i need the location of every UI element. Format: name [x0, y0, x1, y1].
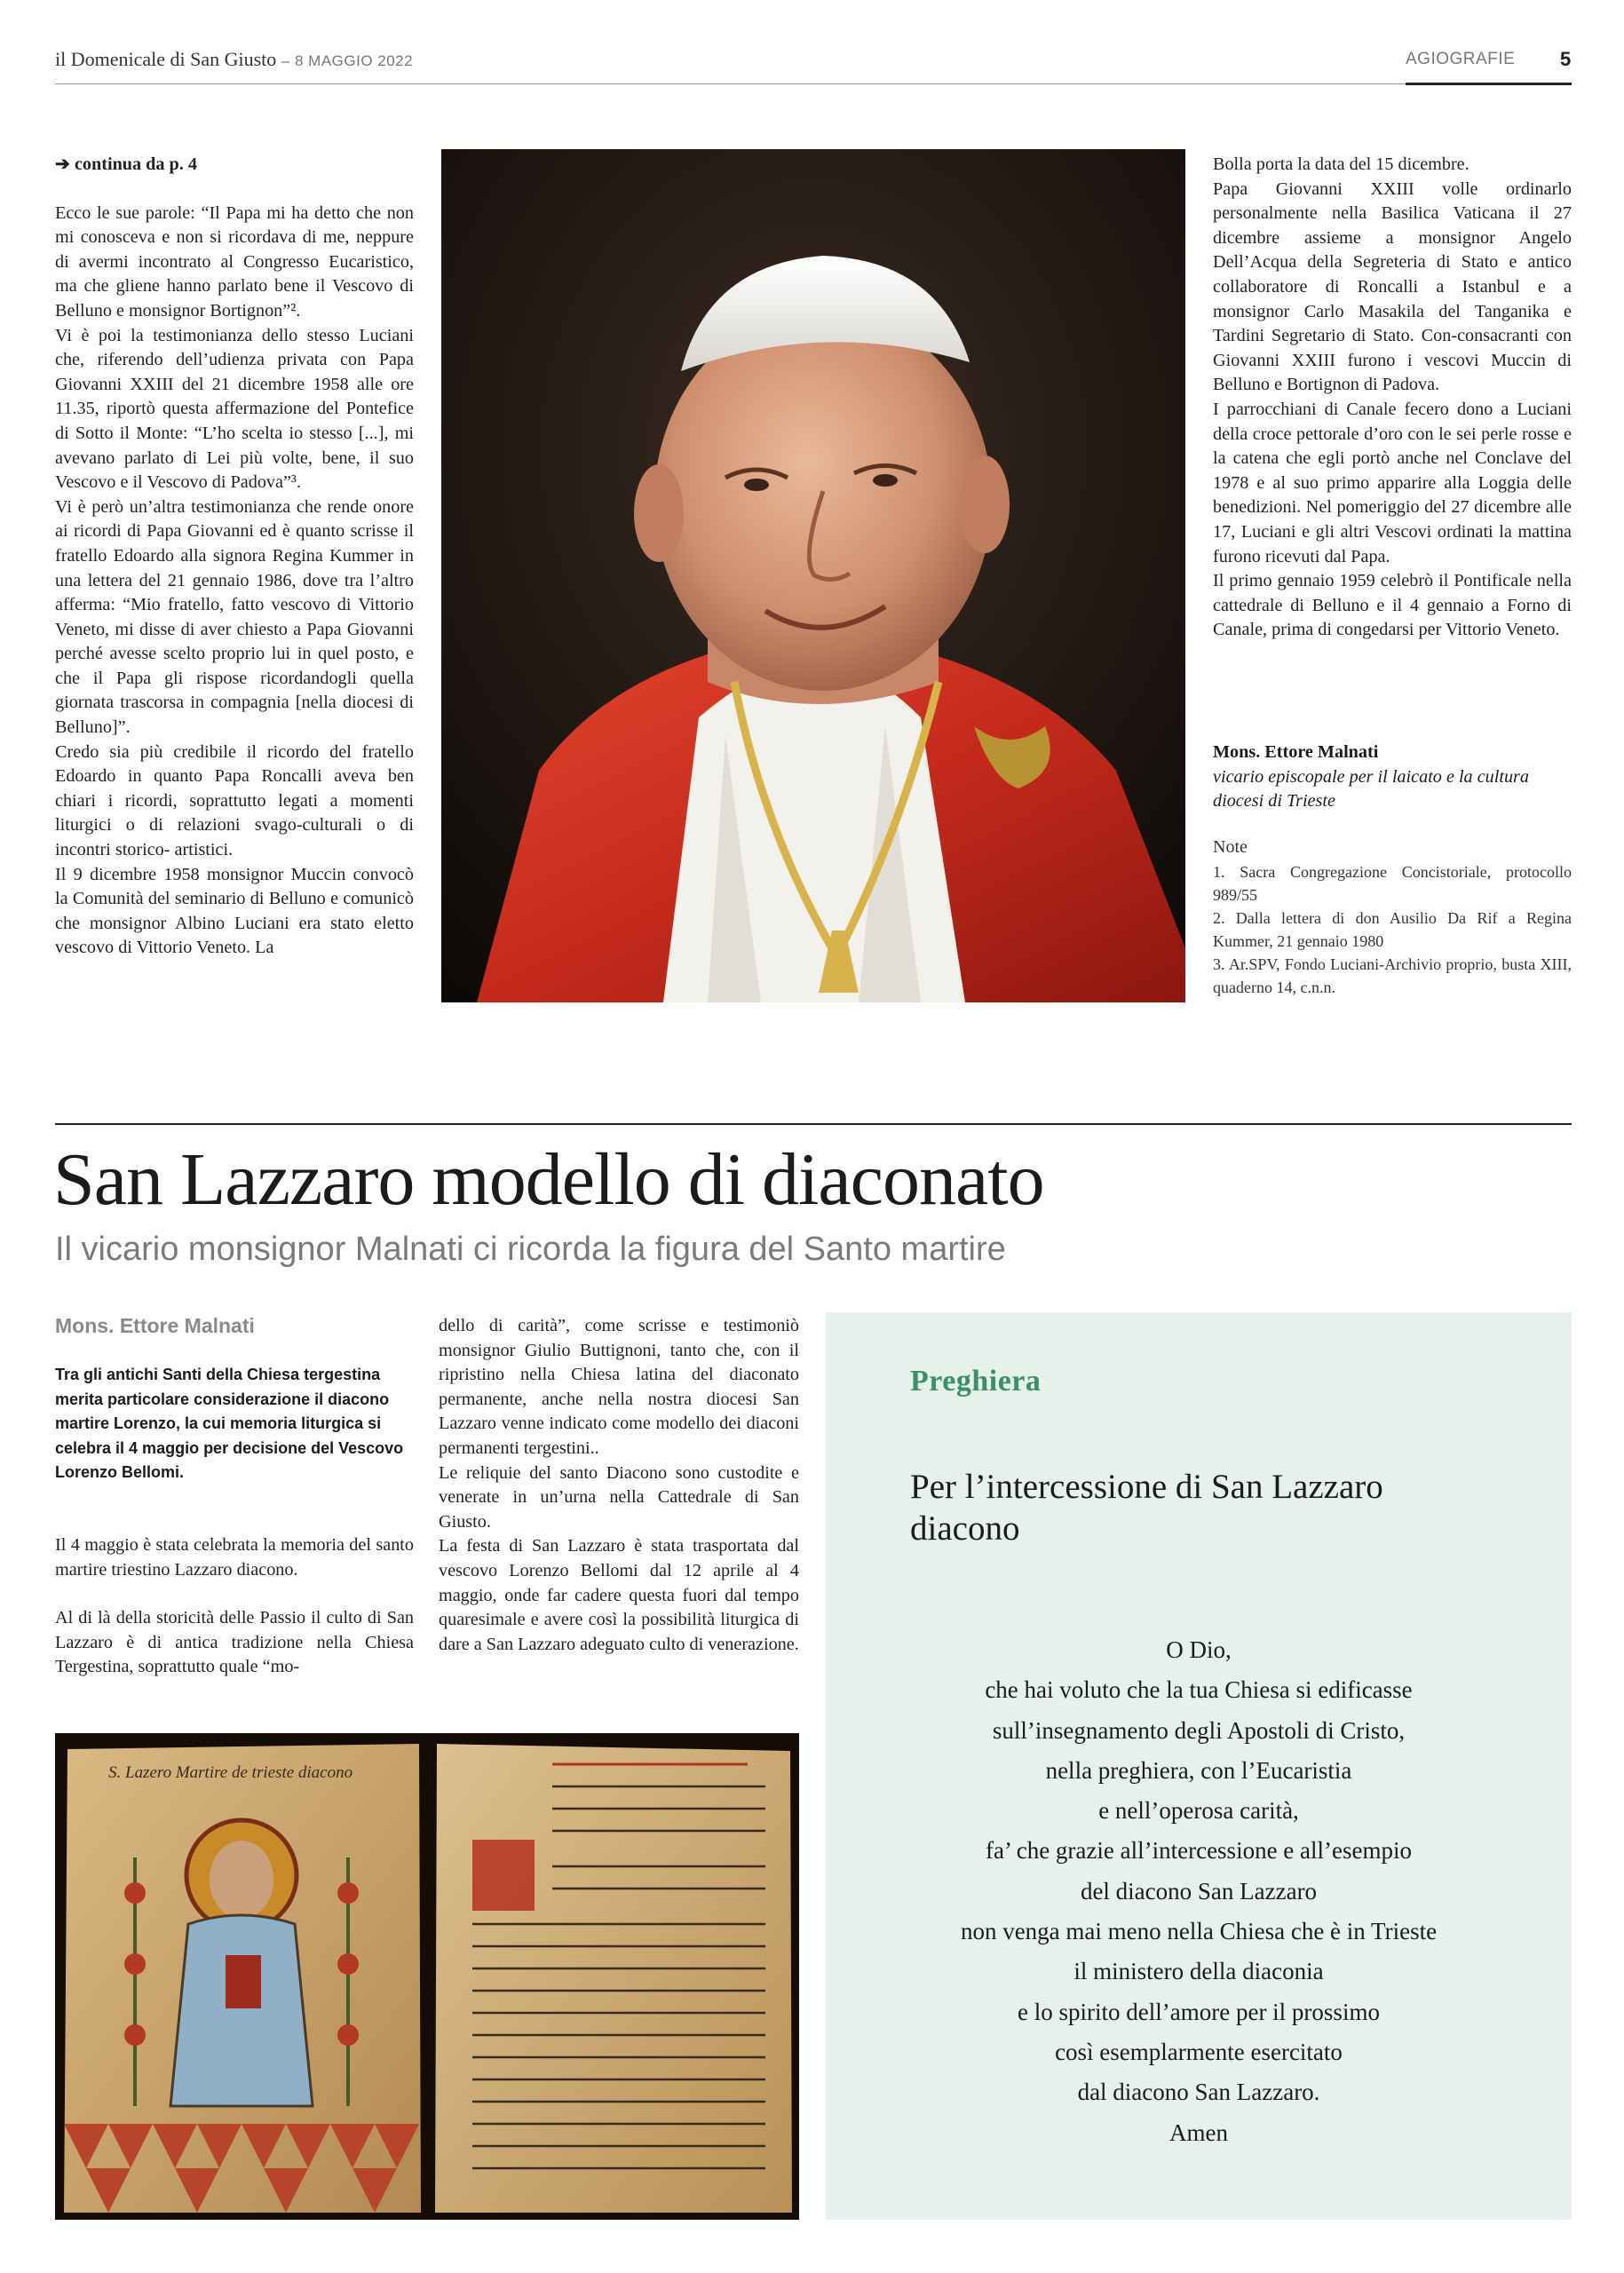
prayer-line: dal diacono San Lazzaro.	[1077, 2079, 1320, 2106]
article-divider	[55, 1123, 1572, 1125]
prayer-line: sull’insegnamento degli Apostoli di Cristo,	[992, 1716, 1406, 1744]
manuscript-illustration	[55, 1733, 799, 2220]
manuscript-photo	[55, 1733, 799, 2220]
pope-portrait-photo	[441, 149, 1185, 1002]
paragraph: La festa di San Lazzaro è stata trasportata dal vescovo Lorenzo Bellomi dal 12 aprile al 4 maggio, onde far cadere questa fuori dal tempo quaresimale e avere così la possibilità liturgica di dare a San Lazzaro adeguato culto di venerazione.	[439, 1536, 799, 1654]
footnotes	[1213, 836, 1572, 999]
article2-lead: Tra gli antichi Santi della Chiesa tergestina merita particolare considerazione il diacono martire Lorenzo, la cui memoria liturgica si celebra il 4 maggio per decisione del Vescovo Lorenzo Bellomi.	[55, 1366, 404, 1481]
article1-column3	[1213, 153, 1572, 643]
section-label: AGIOGRAFIE	[1406, 50, 1516, 68]
author-name: Mons. Ettore Malnati	[1213, 742, 1379, 762]
prayer-line: fa’ che grazie all’intercessione e all’esempio	[986, 1837, 1412, 1865]
prayer-line: Amen	[1169, 2119, 1228, 2146]
prayer-title: Per l’intercessione di San Lazzaro diacono	[910, 1468, 1383, 1548]
page-number: 5	[1560, 48, 1572, 70]
paragraph: Al di là della storicità delle Passio il culto di San Lazzaro è di antica tradizione nella Chiesa Tergestina, soprattutto quale “mo-	[55, 1608, 414, 1677]
paragraph: Le reliquie del santo Diacono sono custodite e venerate in un’urna nella Cattedrale di San Giusto.	[439, 1462, 799, 1532]
prayer-line: O Dio,	[1166, 1636, 1232, 1663]
paragraph: I parrocchiani di Canale fecero dono a Luciani della croce pettorale d’oro con le sei perle rosse e la catena che egli portò anche nel Conclave del 1978 e al suo primo apparire alla Loggia delle benedizioni. Nel pomeriggio del 27 dicembre alle 17, Luciani e gli altri Vescovi ordinati la mattina furono ricevuti dal Papa.	[1213, 399, 1572, 566]
prayer-line: nella preghiera, con l’Eucaristia	[1045, 1756, 1352, 1784]
paragraph: Ecco le sue parole: “Il Papa mi ha detto che non mi conosceva e non si ricordava di me, neppure di avermi incontrato al Congresso Eucaristico, ma che gliene hanno parlato bene il Vescovo di Belluno e monsignor Bortignon”².	[55, 202, 414, 321]
manuscript-caption: S. Lazero Martire de trieste diacono	[108, 1763, 353, 1782]
paragraph: Bolla porta la data del 15 dicembre.	[1213, 154, 1470, 174]
paragraph: Credo sia più credibile il ricordo del fratello Edoardo in quanto Papa Roncalli aveva ben chiari i ricordi, soprattutto legati a momenti liturgici o di relazioni svago-culturali o di incontri storico- artistici.	[55, 741, 414, 860]
prayer-line: del diacono San Lazzaro	[1080, 1877, 1318, 1905]
prayer-text	[826, 1630, 1572, 2153]
article2-byline: Mons. Ettore Malnati	[55, 1314, 255, 1337]
paragraph: dello di carità”, come scrisse e testimoniò monsignor Giulio Buttignoni, tanto che, con il ripristino nella Chiesa latina del diaconato permanente, anche nella nostra diocesi San Lazzaro venne indicato come modello dei diaconi permanenti tergestini..	[439, 1316, 799, 1458]
author-diocese: diocesi di Trieste	[1213, 791, 1335, 812]
prayer-line: e nell’operosa carità,	[1098, 1797, 1299, 1825]
article2-column1	[55, 1533, 414, 1680]
prayer-label: Preghiera	[910, 1365, 1042, 1398]
article2-column2	[439, 1314, 799, 1657]
paragraph: Papa Giovanni XXIII volle ordinarlo personalmente nella Basilica Vaticana il 27 dicembre assieme a monsignor Angelo Dell’Acqua della Segreteria di Stato e antico collaboratore di Roncalli a Istanbul e a monsignor Carlo Masakila del Tanganika e Tardini Segretario di Stato. Con-consacranti con Giovanni XXIII furono i vescovi Muccin di Belluno e Bortignon di Padova.	[1213, 178, 1572, 395]
author-role: vicario episcopale per il laicato e la cultura	[1213, 766, 1530, 787]
footnote-item: 3. Ar.SPV, Fondo Luciani-Archivio proprio, busta XIII, quaderno 14, c.n.n.	[1213, 955, 1572, 996]
article2-headline: San Lazzaro modello di diaconato	[53, 1138, 1044, 1221]
article2-subtitle: Il vicario monsignor Malnati ci ricorda la figura del Santo martire	[55, 1231, 1006, 1268]
article1-column1	[55, 153, 414, 961]
continued-from-link[interactable]: ➔ continua da p. 4	[55, 154, 197, 174]
paragraph: Il primo gennaio 1959 celebrò il Pontificale nella cattedrale di Belluno e il 4 gennaio a Forno di Canale, prima di congedarsi per Vittorio Veneto.	[1213, 571, 1572, 640]
prayer-line: così esemplarmente esercitato	[1055, 2038, 1343, 2065]
paragraph: Vi è però un’altra testimonianza che rende onore ai ricordi di Papa Giovanni ed è quanto scrisse il fratello Edoardo alla signora Regina Kummer in una lettera del 21 gennaio 1986, dove tra l’altro afferma: “Mio fratello, fatto vescovo di Vittorio Veneto, mi disse di aver chiesto a Papa Giovanni perché avesse scelto proprio lui in quel posto, e che il Papa gli rispose ricordandogli quella giornata trascorsa in compagnia [nella diocesi di Belluno]”.	[55, 496, 414, 738]
paragraph: Vi è poi la testimonianza dello stesso Luciani che, riferendo dell’udienza privata con Papa Giovanni XXIII del 21 dicembre 1958 alle ore 11.35, riportò questa affermazione del Pontefice di Sotto il Monte: “L’ho scelta io stesso [...], mi avevano parlato di Lei più volte, bene, il suo Vescovo e il Vescovo di Padova”³.	[55, 325, 414, 493]
footnote-item: 1. Sacra Congregazione Concistoriale, protocollo 989/55	[1213, 863, 1572, 904]
author-signature	[1213, 741, 1572, 814]
footnote-item: 2. Dalla lettera di don Ausilio Da Rif a Regina Kummer, 21 gennaio 1980	[1213, 909, 1572, 950]
publication-name: il Domenicale di San Giusto	[55, 48, 277, 70]
prayer-line: il ministero della diaconia	[1073, 1958, 1324, 1985]
pope-portrait-illustration	[441, 149, 1185, 1002]
prayer-line: e lo spirito dell’amore per il prossimo	[1018, 1998, 1380, 2025]
paragraph: Il 4 maggio è stata celebrata la memoria del santo martire triestino Lazzaro diacono.	[55, 1535, 414, 1580]
masthead	[55, 48, 413, 71]
section-underline	[1406, 83, 1572, 85]
paragraph: Il 9 dicembre 1958 monsignor Muccin convocò la Comunità del seminario di Belluno e comunicò che monsignor Albino Luciani era stato eletto vescovo di Vittorio Veneto. La	[55, 864, 414, 958]
issue-date: – 8 MAGGIO 2022	[281, 52, 414, 69]
prayer-line: che hai voluto che la tua Chiesa si edificasse	[985, 1676, 1413, 1704]
prayer-line: non venga mai meno nella Chiesa che è in Trieste	[960, 1918, 1438, 1945]
header-rule	[55, 83, 1572, 84]
notes-title: Note	[1213, 837, 1248, 857]
